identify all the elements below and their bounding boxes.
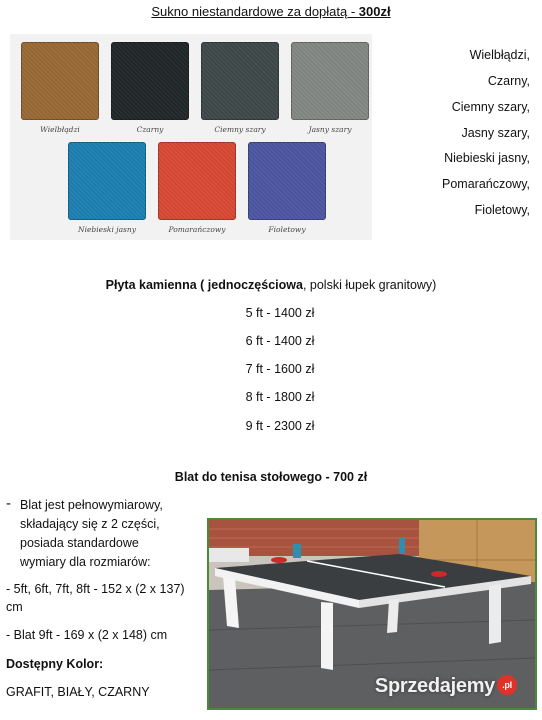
stone-price: 6 ft - 1400 zł [245, 334, 315, 348]
color-name-list-item: Fioletowy, [474, 203, 530, 217]
swatch-wielbladzi [21, 42, 99, 120]
color-name-list-item: Wielbłądzi, [469, 48, 530, 62]
description-line: wymiary dla rozmiarów: [20, 555, 151, 569]
heading-price: 300zł [358, 4, 391, 19]
watermark-logo [375, 675, 517, 698]
stone-section-title [0, 278, 542, 292]
color-name-list-item: Jasny szary, [461, 126, 530, 140]
swatch-czarny [111, 42, 189, 120]
color-name-list-item: Niebieski jasny, [444, 151, 530, 165]
available-colors: GRAFIT, BIAŁY, CZARNY [6, 685, 150, 699]
stone-price: 7 ft - 1600 zł [245, 362, 315, 376]
color-name-list-item: Ciemny szary, [451, 100, 530, 114]
watermark-text: Sprzedajemy [374, 675, 495, 697]
size-line: - Blat 9ft - 169 x (2 x 148) cm [6, 628, 168, 642]
description-line: składający się z 2 części, [20, 517, 160, 531]
size-line: - 5ft, 6ft, 7ft, 8ft - 152 x (2 x 137) [6, 582, 185, 596]
swatch-label: Wielbłądzi [40, 125, 80, 134]
swatch-label: Ciemny szary [214, 125, 266, 134]
stone-title-post: , polski łupek granitowy) [302, 278, 437, 292]
stone-title-bold: jednoczęściowa [207, 278, 303, 292]
swatch-label: Pomarańczowy [168, 225, 226, 234]
tennis-description [20, 496, 163, 572]
swatch-pomaranczowy [158, 142, 236, 220]
stone-price: 8 ft - 1800 zł [245, 390, 315, 404]
swatch-label: Jasny szary [308, 125, 352, 134]
stone-price: 9 ft - 2300 zł [245, 419, 315, 433]
description-line: Blat jest pełnowymiarowy, [20, 498, 163, 512]
stone-title-pre: Płyta kamienna ( [105, 278, 208, 292]
tennis-section-title: Blat do tenisa stołowego - 700 zł [174, 470, 368, 484]
stone-price: 5 ft - 1400 zł [245, 306, 315, 320]
swatch-label: Fioletowy [268, 225, 306, 234]
swatch-niebieski-jasny [68, 142, 146, 220]
color-name-list-item: Pomarańczowy, [442, 177, 530, 191]
swatch-panel [10, 34, 372, 240]
swatch-label: Niebieski jasny [78, 225, 136, 234]
description-line: posiada standardowe [20, 536, 139, 550]
page-heading [0, 4, 542, 19]
heading-text: Sukno niestandardowe za dopłatą - [151, 4, 359, 19]
color-name-list-item: Czarny, [487, 74, 530, 88]
watermark-suffix: .pl [497, 675, 517, 695]
bullet-dash: - [6, 495, 11, 512]
swatch-ciemny-szary [201, 42, 279, 120]
product-photo [207, 518, 537, 710]
swatch-fioletowy [248, 142, 326, 220]
swatch-label: Czarny [136, 125, 164, 134]
color-heading: Dostępny Kolor: [6, 657, 104, 671]
size-line-unit: cm [6, 600, 23, 614]
